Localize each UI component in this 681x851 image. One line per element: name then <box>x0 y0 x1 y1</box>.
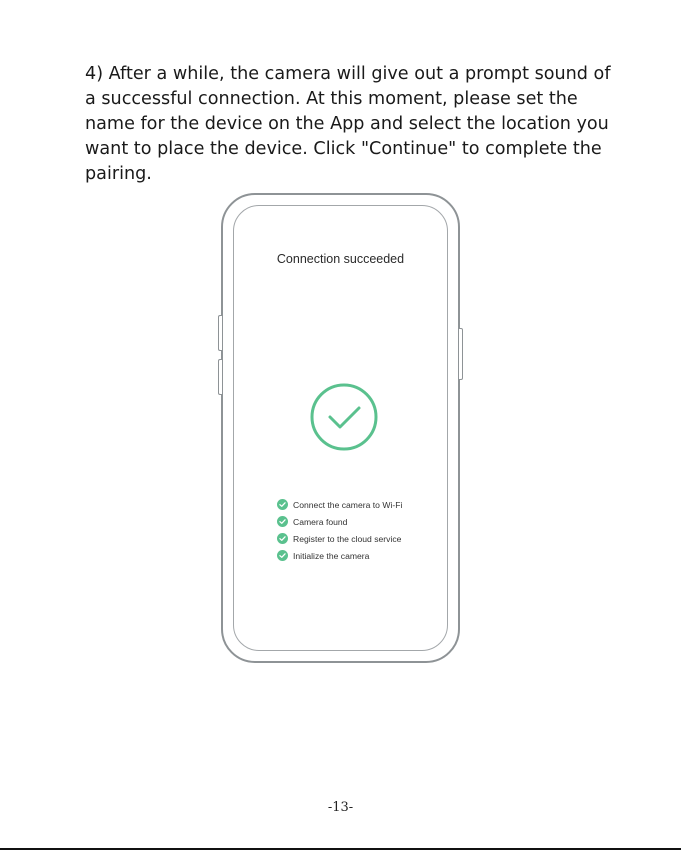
list-item <box>277 496 402 513</box>
check-circle-icon <box>277 516 288 527</box>
list-item <box>277 547 402 564</box>
check-circle-icon <box>277 499 288 510</box>
step-label: Connect the camera to Wi-Fi <box>293 499 403 510</box>
power-button <box>459 328 463 380</box>
step-label: Initialize the camera <box>293 550 370 561</box>
phone-screen <box>233 205 448 651</box>
phone-mockup <box>221 193 460 663</box>
screen-title: Connection succeeded <box>276 252 405 266</box>
step-label: Register to the cloud service <box>293 533 402 544</box>
check-circle-icon <box>277 550 288 561</box>
instruction-text: 4) After a while, the camera will give out a prompt sound of a successful connection. At this moment, please set the name for the device on the App and select the location you want to place the device. Click "Continue" to complete the pairing. <box>85 64 611 184</box>
page-number: -13- <box>327 800 354 815</box>
list-item <box>277 530 402 547</box>
step-label: Camera found <box>293 516 348 527</box>
volume-up-button <box>218 315 222 351</box>
bottom-rule <box>0 848 681 850</box>
volume-down-button <box>218 359 222 395</box>
check-circle-icon <box>277 533 288 544</box>
success-check-icon <box>309 382 379 452</box>
list-item <box>277 513 402 530</box>
pairing-steps-list <box>277 496 402 564</box>
